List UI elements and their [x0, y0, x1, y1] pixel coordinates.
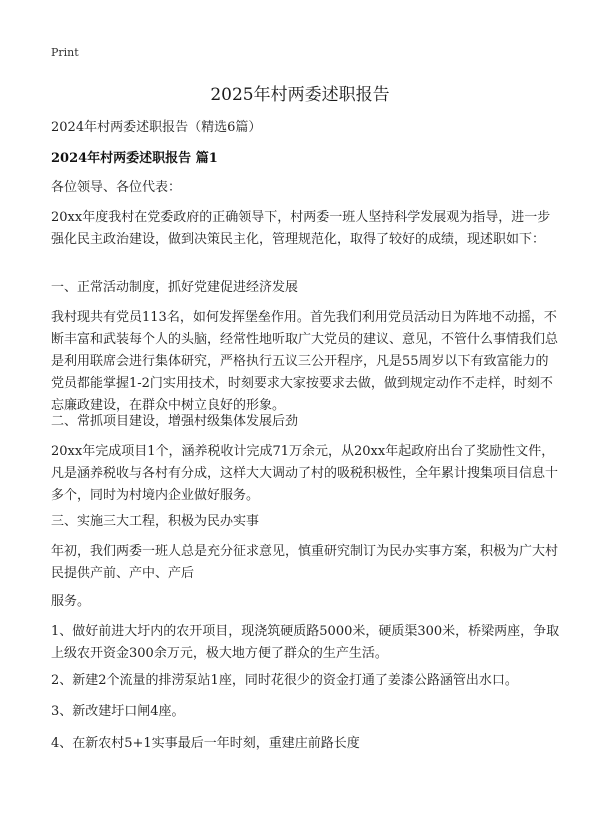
section-heading: 2024年村两委述职报告 篇1 [51, 151, 218, 166]
list-item-4: 4、在新农村5+1实事最后一年时刻，重建庄前路长度 [51, 736, 360, 751]
section-1-body: 我村现共有党员113名，如何发挥堡垒作用。首先我们利用党员活动日为阵地不动摇，不断丰富和武装每个人的头脑，经常性地听取广大党员的建议、意见，不管什么事情我们总是利用联席会进行集体研究，严格执行五议三公开程序，凡是55周岁以下有致富能力的党员都能掌握1-2门实用技术，时刻要求大家按要求去做，做到规定动作不走样，时刻不忘廉政建设，在群众中树立良好的形象。 [51, 310, 559, 413]
section-1-title: 一、正常活动制度，抓好党建促进经济发展 [51, 280, 299, 295]
section-3-title: 三、实施三大工程，积极为民办实事 [51, 514, 260, 529]
list-item-3: 3、新改建圩口闸4座。 [51, 704, 185, 719]
document-title: 2025年村两委述职报告 [210, 85, 390, 105]
list-item-1: 1、做好前进大圩内的农开项目，现浇筑硬质路5000米，硬质渠300米，桥梁两座，争取上级农开资金300余万元，极大地方便了群众的生产生活。 [51, 624, 560, 661]
document-subtitle: 2024年村两委述职报告（精选6篇） [51, 120, 262, 135]
greeting-paragraph: 各位领导、各位代表： [51, 180, 182, 195]
list-item-2: 2、新建2个流量的排涝泵站1座，同时花很少的资金打通了姜漆公路涵管出水口。 [51, 673, 518, 688]
print-label[interactable]: Print [51, 46, 79, 59]
section-3-continuation: 服务。 [51, 594, 91, 609]
section-2-title: 二、常抓项目建设，增强村级集体发展后劲 [51, 414, 299, 429]
section-2-body: 20xx年完成项目1个，涵养税收计完成71万余元，从20xx年起政府出台了奖励性文件，凡是涵养税收与各村有分成，这样大大调动了村的吸税积极性，全年累计搜集项目信息十多个，同时为村境内企业做好服务。 [51, 444, 559, 503]
intro-paragraph: 20xx年度我村在党委政府的正确领导下，村两委一班人坚持科学发展观为指导，进一步强化民主政治建设，做到决策民主化，管理规范化，取得了较好的成绩，现述职如下： [51, 210, 551, 247]
section-3-body: 年初，我们两委一班人总是充分征求意见，慎重研究制订为民办实事方案，积极为广大村民提供产前、产中、产后 [51, 544, 559, 581]
